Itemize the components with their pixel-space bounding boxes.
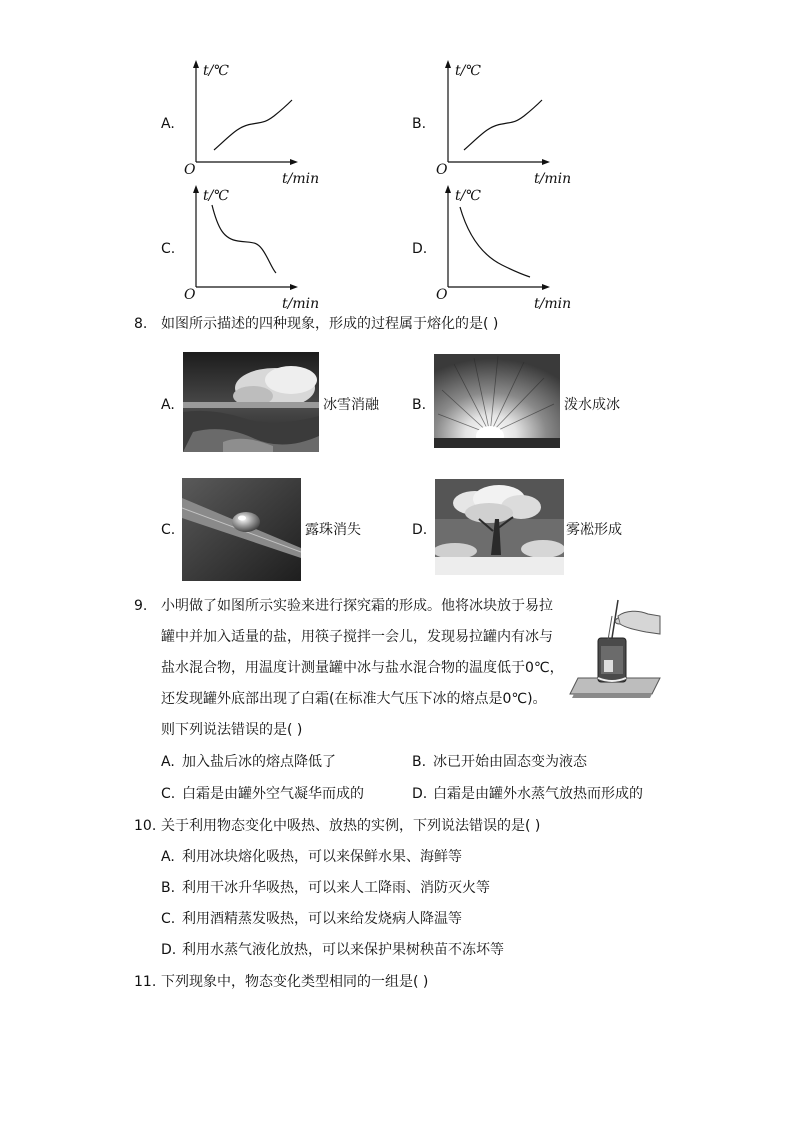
q9-option-b-text: 冰已开始由固态变为液态 [433,754,587,770]
q8-number: 8. [134,316,148,332]
q10-question: 关于利用物态变化中吸热、放热的实例，下列说法错误的是( ) [161,818,541,834]
q11-number: 11. [134,974,157,990]
q8-option-a-caption: 冰雪消融 [323,397,379,413]
q9-option-c-label: C. [161,786,176,802]
q8-question: 如图所示描述的四种现象，形成的过程属于熔化的是( ) [161,316,499,332]
graph-b-x-label: t/min [534,171,572,187]
q10-option-b-label: B. [161,880,176,896]
graph-a-x-label: t/min [282,171,320,187]
q9-line-3: 盐水混合物，用温度计测量罐中冰与盐水混合物的温度低于0℃， [161,660,564,676]
q10-option-c-label: C. [161,911,176,927]
graph-a-label: A. [161,116,175,132]
q10-option-b-text: 利用干冰升华吸热，可以来人工降雨、消防灭火等 [182,880,490,896]
graph-c-origin: O [184,287,196,303]
q8-option-a-label: A. [161,397,175,413]
graph-b-curve [464,100,542,150]
graph-c-x-label: t/min [282,296,320,312]
graph-a-curve [214,100,292,150]
q9-line-4: 还发现罐外底部出现了白霜(在标准大气压下冰的熔点是0℃)。 [161,691,547,707]
q9-experiment-figure [568,598,662,702]
graph-d-x-label: t/min [534,296,572,312]
q8-option-b-caption: 泼水成冰 [564,397,620,413]
q9-option-d-label: D. [412,786,428,802]
graph-d-y-label: t/℃ [455,188,482,204]
q10-option-c-text: 利用酒精蒸发吸热，可以来给发烧病人降温等 [182,911,462,927]
q9-line-5: 则下列说法错误的是( ) [161,722,303,738]
q8-option-b-photo [434,354,560,448]
q8-option-c-photo [182,478,301,581]
q8-option-a-photo [183,352,319,452]
q8-option-c-label: C. [161,522,176,538]
q10-option-d-text: 利用水蒸气液化放热，可以来保护果树秧苗不冻坏等 [182,942,504,958]
q8-option-d-label: D. [412,522,428,538]
q9-line-1: 小明做了如图所示实验来进行探究霜的形成。他将冰块放于易拉 [161,598,553,614]
q9-option-c-text: 白霜是由罐外空气凝华而成的 [182,786,364,802]
q9-option-a-text: 加入盐后冰的熔点降低了 [182,754,336,770]
graph-b-origin: O [436,162,448,178]
graph-b-y-label: t/℃ [455,63,482,79]
graph-c-y-label: t/℃ [203,188,230,204]
q11-question: 下列现象中，物态变化类型相同的一组是( ) [161,974,429,990]
graph-d-curve [460,207,530,277]
graph-c-curve [212,205,276,273]
q9-line-2: 罐中并加入适量的盐，用筷子搅拌一会儿，发现易拉罐内有冰与 [161,629,553,645]
q8-option-c-caption: 露珠消失 [305,522,361,538]
graph-d-label: D. [412,241,428,257]
graph-a-y-label: t/℃ [203,63,230,79]
graph-d-origin: O [436,287,448,303]
q9-option-d-text: 白霜是由罐外水蒸气放热而形成的 [433,786,643,802]
graph-c-label: C. [161,241,176,257]
graph-b-label: B. [412,116,427,132]
q10-number: 10. [134,818,157,834]
q8-option-d-caption: 雾凇形成 [566,522,622,538]
q8-option-b-label: B. [412,397,427,413]
q10-option-a-label: A. [161,849,175,865]
q9-number: 9. [134,598,148,614]
q9-option-a-label: A. [161,754,175,770]
q10-option-a-text: 利用冰块熔化吸热，可以来保鲜水果、海鲜等 [182,849,462,865]
q8-option-d-photo [435,479,564,575]
graph-a-origin: O [184,162,196,178]
q10-option-d-label: D. [161,942,177,958]
q9-option-b-label: B. [412,754,427,770]
